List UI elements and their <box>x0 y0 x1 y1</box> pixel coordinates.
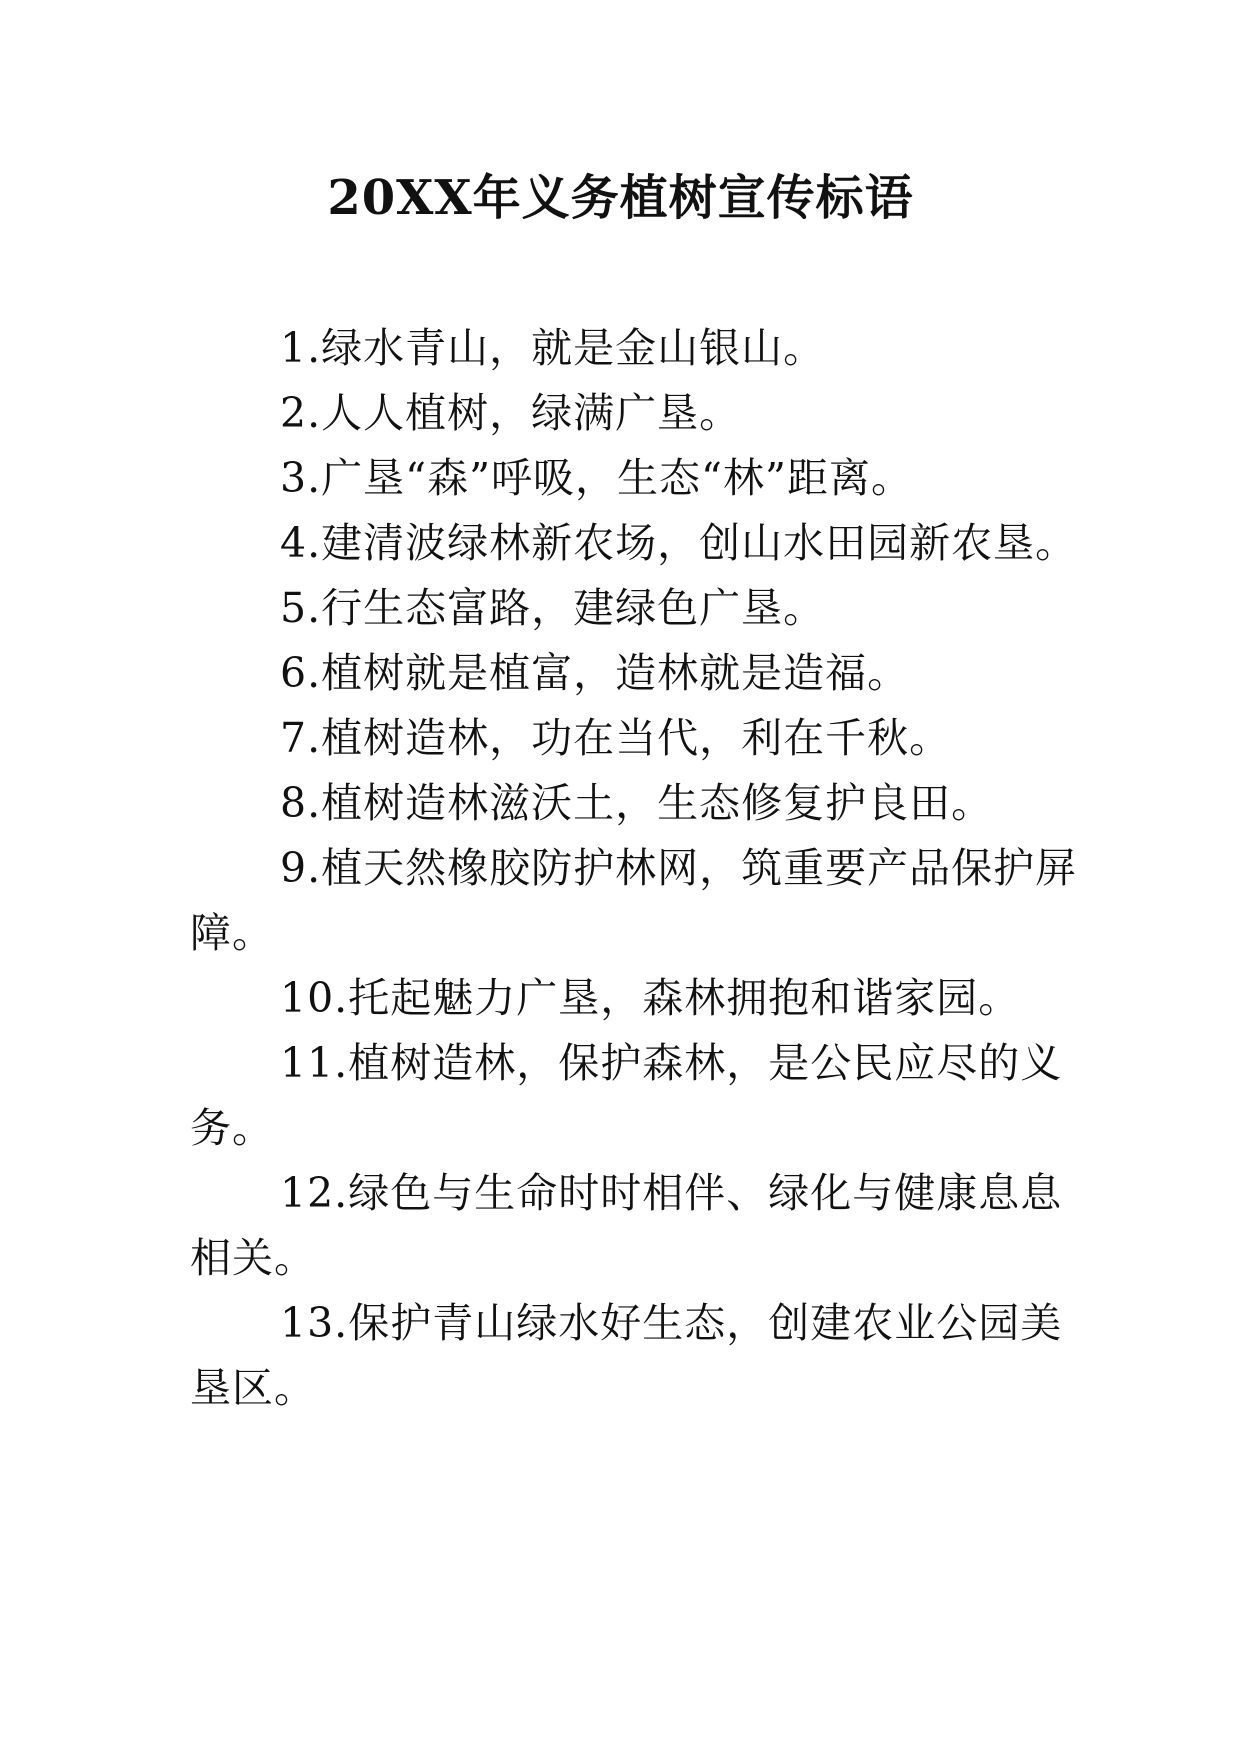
list-item: 2.人人植树，绿满广垦。 <box>280 389 742 437</box>
document-title: 20XX年义务植树宣传标语 <box>327 170 914 226</box>
list-item: 7.植树造林，功在当代，利在千秋。 <box>280 714 952 762</box>
list-item: 8.植树造林滋沃土，生态修复护良田。 <box>280 779 994 827</box>
list-item: 10.托起魅力广垦，森林拥抱和谐家园。 <box>280 974 1021 1022</box>
list-item: 11.植树造林，保护森林，是公民应尽的义务。 <box>190 1039 1063 1152</box>
list-item: 9.植天然橡胶防护林网，筑重要产品保护屏障。 <box>190 844 1078 957</box>
list-item: 12.绿色与生命时时相伴、绿化与健康息息相关。 <box>190 1169 1063 1282</box>
slogan-list <box>190 316 1090 1421</box>
list-item: 13.保护青山绿水好生态，创建农业公园美垦区。 <box>190 1299 1063 1412</box>
list-item: 1.绿水青山，就是金山银山。 <box>280 324 826 372</box>
list-item: 5.行生态富路，建绿色广垦。 <box>280 584 826 632</box>
list-item: 4.建清波绿林新农场，创山水田园新农垦。 <box>280 519 1078 567</box>
list-item: 3.广垦“森”呼吸，生态“林”距离。 <box>280 454 913 502</box>
list-item: 6.植树就是植富，造林就是造福。 <box>280 649 910 697</box>
